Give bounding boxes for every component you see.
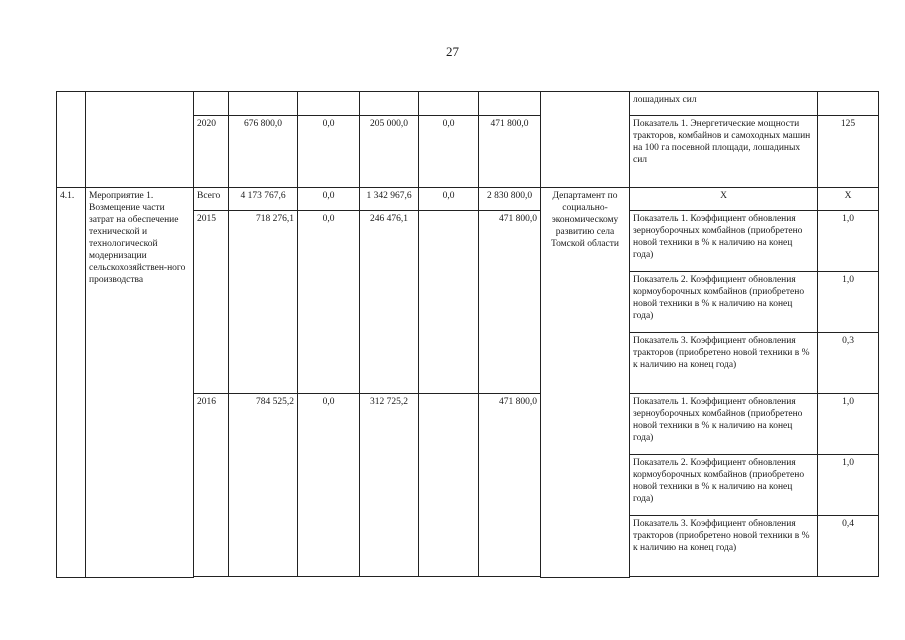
year-cell: Всего xyxy=(194,188,229,211)
year-cell: 2016 xyxy=(194,394,229,577)
total-cell: 4 173 767,6 xyxy=(229,188,298,211)
empty-cell xyxy=(419,211,479,394)
indicator-value: 1,0 xyxy=(818,211,879,272)
empty-cell xyxy=(818,92,879,116)
indicator-text: Показатель 1. Энергетические мощности тракторов, комбайнов и самоходных машин на 100 га посевной площади, лошадиных сил xyxy=(630,116,818,188)
regional-cell: 312 725,2 xyxy=(360,394,419,577)
year-cell: 2015 xyxy=(194,211,229,394)
indicator-value: 0,3 xyxy=(818,333,879,394)
empty-cell xyxy=(419,92,479,116)
empty-cell xyxy=(541,92,630,188)
regional-cell: 1 342 967,6 xyxy=(360,188,419,211)
extra-cell: 471 800,0 xyxy=(479,211,541,394)
measure-number: 4.1. xyxy=(57,188,86,578)
regional-cell: 246 476,1 xyxy=(360,211,419,394)
empty-cell xyxy=(360,92,419,116)
year-cell: 2020 xyxy=(194,116,229,188)
indicator-value: 1,0 xyxy=(818,272,879,333)
empty-cell xyxy=(57,92,86,188)
total-cell: 718 276,1 xyxy=(229,211,298,394)
spacer-cell xyxy=(194,577,541,578)
table-row xyxy=(57,92,879,116)
indicator-text: Х xyxy=(630,188,818,211)
extra-cell: 2 830 800,0 xyxy=(479,188,541,211)
indicator-text: Показатель 1. Коэффициент обновления зерноуборочных комбайнов (приобретено новой техники в % к наличию на конец года) xyxy=(630,211,818,272)
spacer-cell xyxy=(630,577,818,578)
spacer-cell xyxy=(818,577,879,578)
indicator-text: лошадиных сил xyxy=(630,92,818,116)
indicator-value: 1,0 xyxy=(818,455,879,516)
program-table xyxy=(56,91,879,578)
extra-cell: 471 800,0 xyxy=(479,394,541,577)
table-row xyxy=(57,188,879,211)
indicator-value: Х xyxy=(818,188,879,211)
indicator-value: 1,0 xyxy=(818,394,879,455)
indicator-text: Показатель 3. Коэффициент обновления тракторов (приобретено новой техники в % к наличию на конец года) xyxy=(630,516,818,577)
indicator-text: Показатель 2. Коэффициент обновления кормоуборочных комбайнов (приобретено новой техники в % к наличию на конец года) xyxy=(630,272,818,333)
regional-cell: 205 000,0 xyxy=(360,116,419,188)
extra-cell: 471 800,0 xyxy=(479,116,541,188)
federal-cell: 0,0 xyxy=(298,116,360,188)
indicator-value: 0,4 xyxy=(818,516,879,577)
local-cell: 0,0 xyxy=(419,116,479,188)
empty-cell xyxy=(298,92,360,116)
page-number: 27 xyxy=(446,44,459,59)
empty-cell xyxy=(479,92,541,116)
executor-cell: Департамент по социально-экономическому развитию села Томской области xyxy=(541,188,630,578)
measure-name: Мероприятие 1. Возмещение части затрат на обеспечение технической и технологической модернизации сельскохозяйствен-ного производства xyxy=(86,188,194,578)
empty-cell xyxy=(86,92,194,188)
total-cell: 784 525,2 xyxy=(229,394,298,577)
empty-cell xyxy=(194,92,229,116)
empty-cell xyxy=(229,92,298,116)
federal-cell: 0,0 xyxy=(298,394,360,577)
indicator-text: Показатель 1. Коэффициент обновления зерноуборочных комбайнов (приобретено новой техники в % к наличию на конец года) xyxy=(630,394,818,455)
indicator-value: 125 xyxy=(818,116,879,188)
federal-cell: 0,0 xyxy=(298,211,360,394)
local-cell: 0,0 xyxy=(419,188,479,211)
federal-cell: 0,0 xyxy=(298,188,360,211)
total-cell: 676 800,0 xyxy=(229,116,298,188)
empty-cell xyxy=(419,394,479,577)
indicator-text: Показатель 2. Коэффициент обновления кормоуборочных комбайнов (приобретено новой техники в % к наличию на конец года) xyxy=(630,455,818,516)
indicator-text: Показатель 3. Коэффициент обновления тракторов (приобретено новой техники в % к наличию на конец года) xyxy=(630,333,818,394)
